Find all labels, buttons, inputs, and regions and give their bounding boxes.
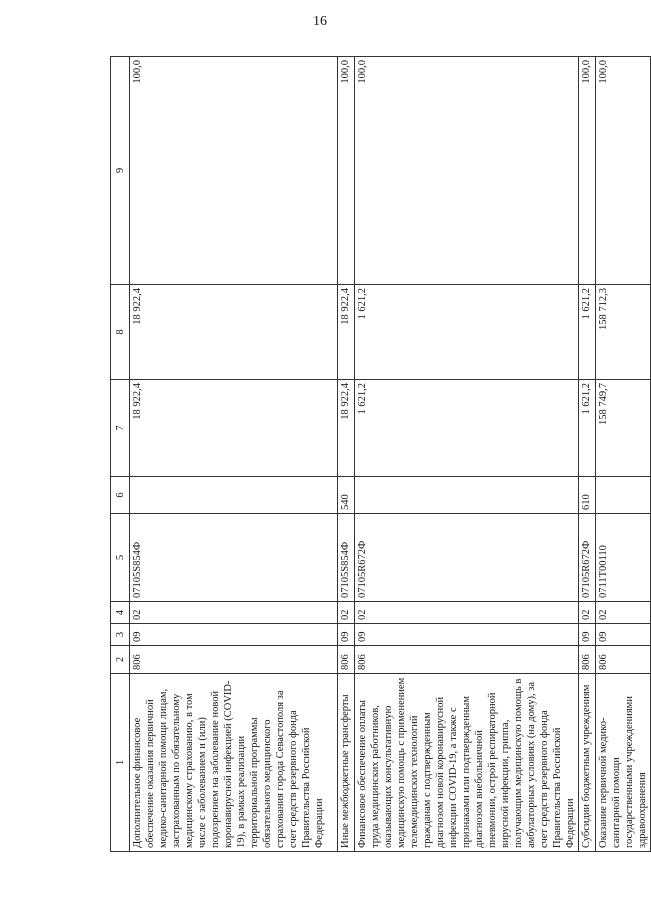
row-target-code: 07105R672Ф bbox=[579, 514, 596, 602]
row-expense-type bbox=[130, 477, 338, 514]
table-row bbox=[338, 57, 355, 852]
row-subsection-code: 02 bbox=[130, 602, 338, 624]
row-subsection-code: 02 bbox=[596, 602, 651, 624]
row-section-code: 09 bbox=[355, 624, 579, 646]
row-executed-amount: 1 621,2 bbox=[355, 285, 579, 380]
row-percent: 100,0 bbox=[338, 57, 355, 285]
header-cell: 4 bbox=[111, 602, 130, 624]
header-cell: 2 bbox=[111, 646, 130, 674]
row-target-code: 0711T00110 bbox=[596, 514, 651, 602]
row-subsection-code: 02 bbox=[579, 602, 596, 624]
row-subsection-code: 02 bbox=[338, 602, 355, 624]
header-cell: 7 bbox=[111, 380, 130, 477]
rotated-table-container bbox=[110, 57, 648, 852]
row-expense-type bbox=[355, 477, 579, 514]
row-target-code: 07105S854Ф bbox=[130, 514, 338, 602]
row-ministry-code: 806 bbox=[338, 646, 355, 674]
row-section-code: 09 bbox=[338, 624, 355, 646]
row-description: Дополнительное финансовое обеспечение оказания первичной медико-санитарной помощи лицам, застрахованным по обязательному медицинскому страхованию, в том числе с заболеванием и (или) подозрением на заболевание новой коронавирусной инфекцией (COVID-19), в рамках реализации территориальной программы обязательного медицинского страхования города Севастополя за счет средств резервного фонда Правительства Российской Федерации bbox=[130, 674, 338, 852]
table-row bbox=[579, 57, 596, 852]
row-description: Финансовое обеспечение оплаты труда медицинских работников, оказывающих консультативную медицинскую помощь с применением телемедицинских технологий гражданам с подтвержденным диагнозом новой коронавирусной инфекции COVID-19, а также с признаками или подтвержденным диагнозом внебольничной пневмонии, острой респираторной вирусной инфекции, гриппа, получающим медицинскую помощь в амбулаторных условиях (на дому), за счет средств резервного фонда Правительства Российской Федерации bbox=[355, 674, 579, 852]
row-ministry-code: 806 bbox=[579, 646, 596, 674]
table-row bbox=[355, 57, 579, 852]
row-subsection-code: 02 bbox=[355, 602, 579, 624]
row-planned-amount: 18 922,4 bbox=[130, 380, 338, 477]
row-planned-amount: 18 922,4 bbox=[338, 380, 355, 477]
row-description: Иные межбюджетные трансферты bbox=[338, 674, 355, 852]
table-row bbox=[596, 57, 651, 852]
row-percent: 100,0 bbox=[596, 57, 651, 285]
row-executed-amount: 18 922,4 bbox=[338, 285, 355, 380]
row-section-code: 09 bbox=[130, 624, 338, 646]
row-executed-amount: 158 712,3 bbox=[596, 285, 651, 380]
header-cell: 9 bbox=[111, 57, 130, 285]
page-number: 16 bbox=[313, 14, 327, 29]
header-cell: 6 bbox=[111, 477, 130, 514]
row-planned-amount: 1 621,2 bbox=[579, 380, 596, 477]
row-description: Оказание первичной медико-санитарной помощи государственными учреждениями здравоохранения bbox=[596, 674, 651, 852]
budget-table bbox=[110, 56, 651, 852]
row-executed-amount: 18 922,4 bbox=[130, 285, 338, 380]
row-section-code: 09 bbox=[579, 624, 596, 646]
row-expense-type bbox=[596, 477, 651, 514]
row-target-code: 07105R672Ф bbox=[355, 514, 579, 602]
row-planned-amount: 1 621,2 bbox=[355, 380, 579, 477]
row-ministry-code: 806 bbox=[596, 646, 651, 674]
row-percent: 100,0 bbox=[355, 57, 579, 285]
row-expense-type: 540 bbox=[338, 477, 355, 514]
header-cell: 5 bbox=[111, 514, 130, 602]
header-cell: 8 bbox=[111, 285, 130, 380]
row-description: Субсидии бюджетным учреждениям bbox=[579, 674, 596, 852]
row-executed-amount: 1 621,2 bbox=[579, 285, 596, 380]
row-planned-amount: 158 749,7 bbox=[596, 380, 651, 477]
row-percent: 100,0 bbox=[130, 57, 338, 285]
row-ministry-code: 806 bbox=[355, 646, 579, 674]
header-cell: 3 bbox=[111, 624, 130, 646]
header-cell: 1 bbox=[111, 674, 130, 852]
row-section-code: 09 bbox=[596, 624, 651, 646]
table-row bbox=[130, 57, 338, 852]
table-header-row bbox=[111, 57, 130, 852]
row-percent: 100,0 bbox=[579, 57, 596, 285]
row-ministry-code: 806 bbox=[130, 646, 338, 674]
row-target-code: 07105S854Ф bbox=[338, 514, 355, 602]
row-expense-type: 610 bbox=[579, 477, 596, 514]
